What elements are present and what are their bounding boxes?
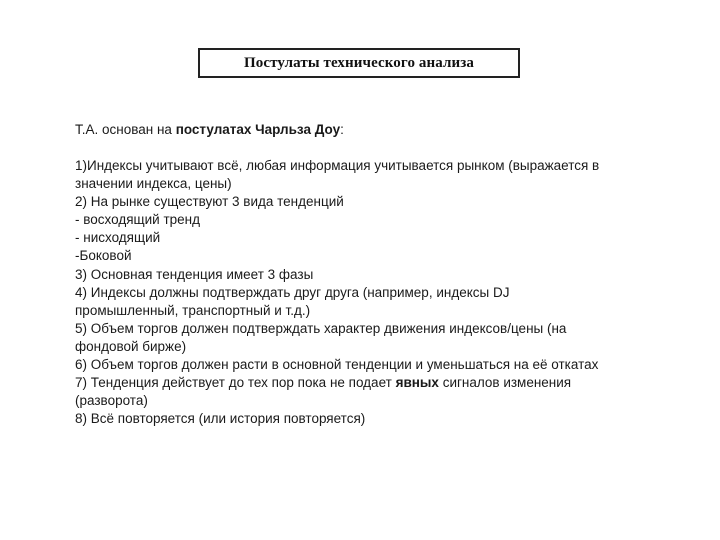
postulates-list <box>75 157 655 428</box>
postulate-line-9: промышленный, транспортный и т.д.) <box>75 302 311 318</box>
slide-title-box <box>198 48 520 78</box>
postulate-line-10: 5) Объем торгов должен подтверждать характер движения индексов/цены (на <box>75 320 567 336</box>
postulate-line-11: фондовой бирже) <box>75 338 187 354</box>
intro-paragraph <box>75 121 344 139</box>
postulate-line-2: значении индекса, цены) <box>75 176 232 192</box>
intro-bold-term: постулатах Чарльза Доу <box>175 122 341 137</box>
postulate-line-13-suffix: сигналов изменения <box>438 375 572 391</box>
slide-title: Постулаты технического анализа <box>244 54 474 71</box>
intro-suffix: : <box>340 122 344 137</box>
postulate-line-13-bold: явных <box>395 375 439 391</box>
postulate-line-5: - нисходящий <box>75 230 161 246</box>
postulate-line-12: 6) Объем торгов должен расти в основной тенденции и уменьшаться на её откатах <box>75 357 599 373</box>
postulate-line-8: 4) Индексы должны подтверждать друг друга (например, индексы DJ <box>75 284 510 300</box>
postulate-line-13-prefix: 7) Тенденция действует до тех пор пока не подает <box>75 375 396 391</box>
postulate-line-3: 2) На рынке существуют 3 вида тенденций <box>75 194 344 210</box>
postulate-line-1: 1)Индексы учитывают всё, любая информация учитывается рынком (выражается в <box>75 158 600 173</box>
postulate-line-6: -Боковой <box>75 248 132 264</box>
postulate-line-14: (разворота) <box>75 393 148 409</box>
postulate-line-4: - восходящий тренд <box>75 212 200 228</box>
postulate-line-15: 8) Всё повторяется (или история повторяется) <box>75 411 366 427</box>
postulate-line-7: 3) Основная тенденция имеет 3 фазы <box>75 266 314 282</box>
postulate-line-13 <box>75 374 655 392</box>
intro-prefix: Т.А. основан на <box>75 122 176 137</box>
